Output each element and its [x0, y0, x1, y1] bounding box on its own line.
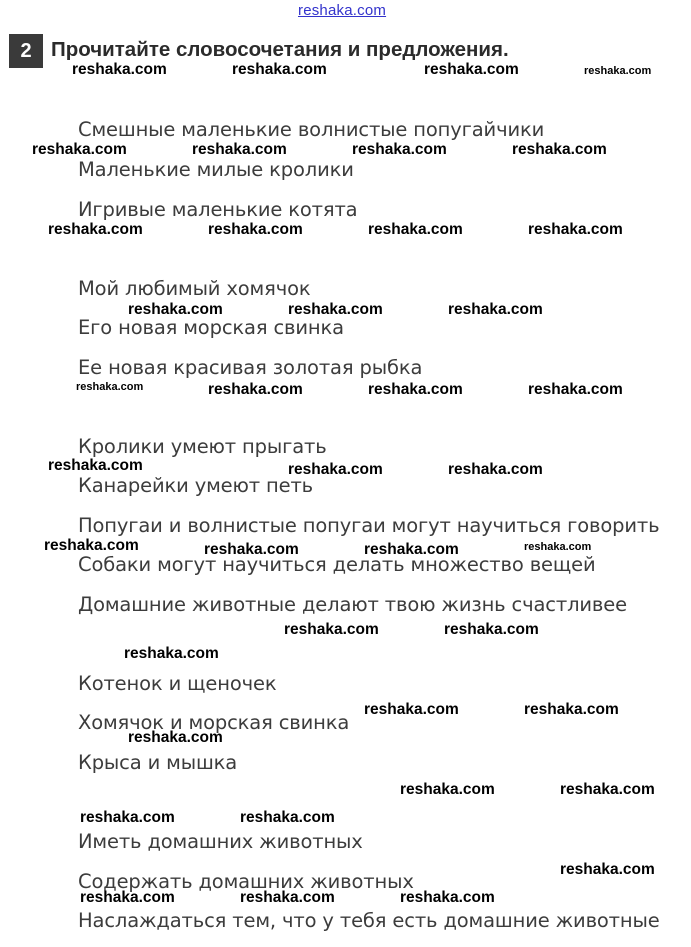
watermark: reshaka.com [284, 621, 379, 638]
watermark: reshaka.com [528, 381, 623, 398]
phrase-item: Его новая морская свинка [78, 316, 344, 339]
watermark: reshaka.com [76, 381, 144, 393]
watermark: reshaka.com [368, 221, 463, 238]
watermark: reshaka.com [444, 621, 539, 638]
watermark: reshaka.com [584, 65, 652, 77]
watermark: reshaka.com [364, 541, 459, 558]
watermark: reshaka.com [400, 781, 495, 798]
watermark: reshaka.com [364, 701, 459, 718]
watermark: reshaka.com [240, 889, 335, 906]
watermark: reshaka.com [80, 889, 175, 906]
phrase-item: Хомячок и морская свинка [78, 711, 350, 734]
watermark: reshaka.com [400, 889, 495, 906]
phrase-item: Канарейки умеют петь [78, 474, 314, 497]
phrase-item: Кролики умеют прыгать [78, 435, 327, 458]
watermark: reshaka.com [560, 861, 655, 878]
watermark: reshaka.com [288, 301, 383, 318]
watermark: reshaka.com [48, 221, 143, 238]
phrase-item: Попугаи и волнистые попугаи могут научиться говорить [78, 514, 660, 537]
phrase-item: Котенок и щеночек [78, 672, 277, 695]
exercise-title: Прочитайте словосочетания и предложения. [51, 38, 509, 61]
watermark: reshaka.com [72, 61, 167, 78]
phrase-item: Мой любимый хомячок [78, 277, 311, 300]
watermark: reshaka.com [288, 461, 383, 478]
watermark: reshaka.com [560, 781, 655, 798]
watermark: reshaka.com [128, 301, 223, 318]
phrase-item: Содержать домашних животных [78, 870, 414, 893]
phrase-item: Крыса и мышка [78, 751, 238, 774]
phrase-item: Иметь домашних животных [78, 830, 363, 853]
watermark: reshaka.com [528, 221, 623, 238]
watermark: reshaka.com [32, 141, 127, 158]
watermark: reshaka.com [448, 461, 543, 478]
watermark: reshaka.com [240, 809, 335, 826]
watermark: reshaka.com [512, 141, 607, 158]
watermark: reshaka.com [232, 61, 327, 78]
watermark: reshaka.com [448, 301, 543, 318]
watermark: reshaka.com [128, 729, 223, 746]
watermark: reshaka.com [208, 381, 303, 398]
watermark: reshaka.com [48, 457, 143, 474]
phrase-item: Игривые маленькие котята [78, 198, 358, 221]
phrase-item: Смешные маленькие волнистые попугайчики [78, 118, 545, 141]
watermark: reshaka.com [524, 701, 619, 718]
watermark: reshaka.com [524, 541, 592, 553]
phrase-item: Домашние животные делают твою жизнь счастливее [78, 593, 627, 616]
phrase-item: Наслаждаться тем, что у тебя есть домашние животные [78, 909, 660, 932]
phrase-item: Собаки могут научиться делать множество вещей [78, 553, 596, 576]
watermark: reshaka.com [208, 221, 303, 238]
watermark: reshaka.com [204, 541, 299, 558]
watermark: reshaka.com [352, 141, 447, 158]
site-link[interactable]: reshaka.com [298, 2, 387, 19]
watermark: reshaka.com [80, 809, 175, 826]
watermark: reshaka.com [192, 141, 287, 158]
phrase-item: Маленькие милые кролики [78, 158, 354, 181]
watermark: reshaka.com [424, 61, 519, 78]
phrase-item: Ее новая красивая золотая рыбка [78, 356, 423, 379]
exercise-number-badge: 2 [9, 34, 43, 68]
watermark: reshaka.com [44, 537, 139, 554]
watermark: reshaka.com [124, 645, 219, 662]
watermark: reshaka.com [368, 381, 463, 398]
